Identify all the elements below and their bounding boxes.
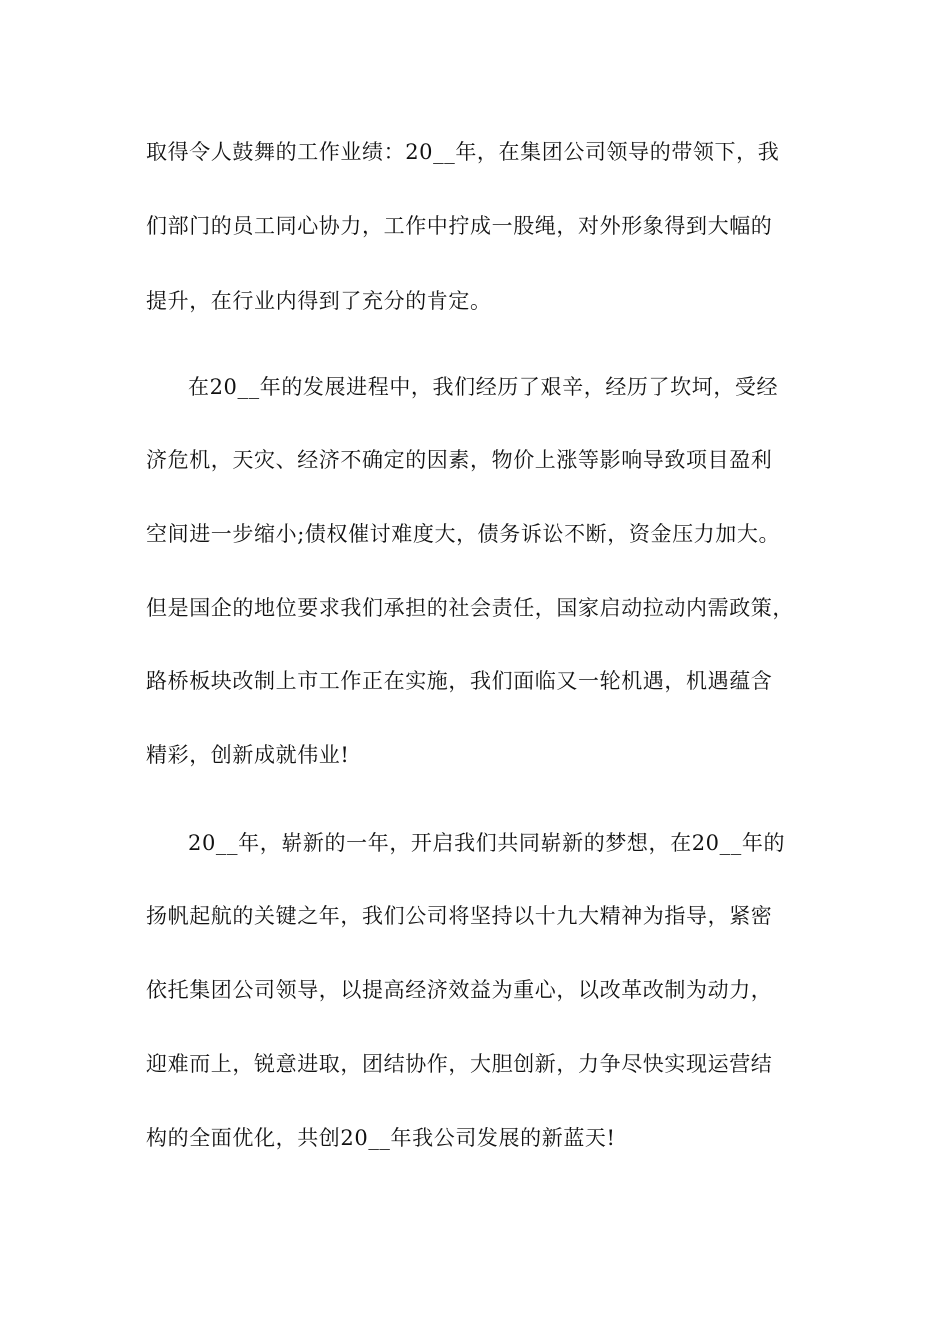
text-line: 提升，在行业内得到了充分的肯定。	[146, 289, 492, 313]
text-line: 但是国企的地位要求我们承担的社会责任，国家启动拉动内需政策，	[146, 596, 794, 620]
text-line: 路桥板块改制上市工作正在实施，我们面临又一轮机遇，机遇蕴含	[146, 669, 773, 693]
text-line: 构的全面优化，共创20__年我公司发展的新蓝天!	[146, 1126, 616, 1150]
text-line: 空间进一步缩小;债权催讨难度大，债务诉讼不断，资金压力加大。	[146, 522, 781, 546]
text-line: 在20__年的发展进程中，我们经历了艰辛，经历了坎坷，受经	[188, 375, 779, 399]
text-line: 济危机，天灾、经济不确定的因素，物价上涨等影响导致项目盈利	[146, 448, 773, 472]
text-line: 精彩，创新成就伟业!	[146, 743, 350, 767]
text-line: 取得令人鼓舞的工作业绩：20__年，在集团公司领导的带领下，我	[146, 140, 780, 164]
text-line: 迎难而上，锐意进取，团结协作，大胆创新，力争尽快实现运营结	[146, 1052, 773, 1076]
text-line: 20__年，崭新的一年，开启我们共同崭新的梦想，在20__年的	[188, 831, 786, 855]
text-line: 扬帆起航的关键之年，我们公司将坚持以十九大精神为指导，紧密	[146, 904, 773, 928]
text-line: 们部门的员工同心协力，工作中拧成一股绳，对外形象得到大幅的	[146, 214, 773, 238]
text-line: 依托集团公司领导，以提高经济效益为重心，以改革改制为动力，	[146, 978, 773, 1002]
